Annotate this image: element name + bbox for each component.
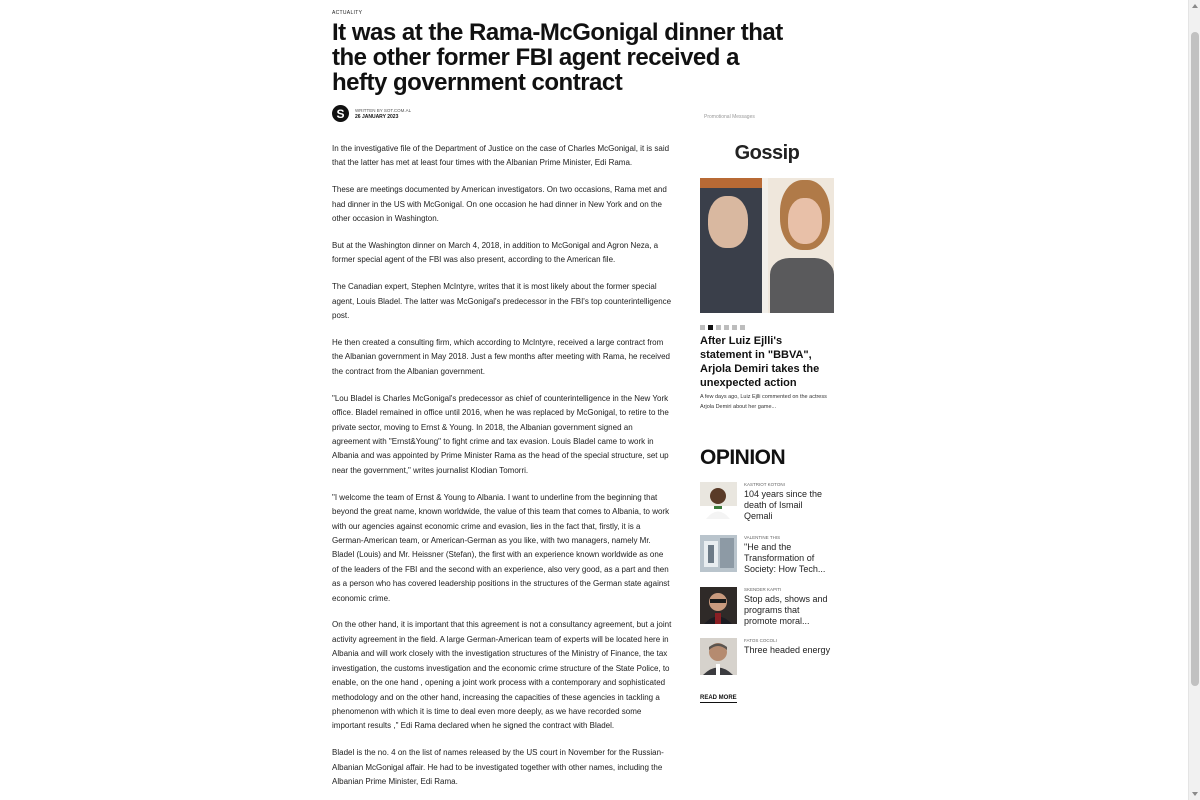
article-headline: It was at the Rama-McGonigal dinner that the other former FBI agent received a hefty government contract [332,19,783,96]
gossip-excerpt: A few days ago, Luiz Ejlli commented on the actress Arjola Demiri about her game... [700,394,827,410]
vertical-scrollbar[interactable] [1188,0,1200,800]
article-category[interactable]: ACTUALITY [332,10,363,16]
author-logo[interactable]: S [332,105,349,122]
article-paragraph: The Canadian expert, Stephen McIntyre, writes that it is most likely about the former special agent, Louis Bladel. The latter was McGonigal's predecessor in the FBI's top counterintelligence post. [332,282,672,321]
opinion-author: KASTRIOT KOTONI [744,482,785,487]
article-paragraph: "I welcome the team of Ernst & Young to Albania. I want to underline from the beginning that beyond the great name, known worldwide, the value of this team that comes to Albania, to work with our agencies against economic crime and evasion, lies in the fact that, firstly, it is a German-American team, or American-German as you like, with two managers, namely Mr. Bladel (Louis) and Mr. Heissner (Stefan), the first with an experience known worldwide as one of the leaders of the FBI and the second with an experience, also very good, as a part and then as a person who has covered leadership positions in the structures of the German state against economic crime. [332,492,670,603]
carousel-dots [700,325,745,330]
article-paragraph: "Lou Bladel is Charles McGonigal's predecessor as chief of counterintelligence in the New York office. Bladel remained in office until 2016, when he was replaced by McGonigal, to retire to the private sector, moving to Ernst & Young. In 2018, the Albanian government signed an agreement with "Ernst&Young" to fight crime and tax evasion. Louis Bladel came to work in Albania and was appointed by Prime Minister Rama as the head of the special structure, set up near the government," writes journalist Klodian Tomorri. [332,393,669,475]
portrait-icon [700,587,737,624]
opinion-author: SKENDER KAPITI [744,587,782,592]
opinion-title-link[interactable]: Three headed energy [744,645,831,655]
opinion-item[interactable] [700,638,834,678]
byline-text [355,108,411,120]
carousel-dot[interactable] [732,325,737,330]
article-paragraph: In the investigative file of the Department of Justice on the case of Charles McGonigal, it is said that the latter has met at least four times with the Albanian Prime Minister, Edi Rama. [332,144,670,168]
opinion-item[interactable] [700,535,834,575]
opinion-author: VALENTINE THIS [744,535,781,540]
image-face-right [788,198,822,244]
byline [332,105,672,122]
opinion-title-link[interactable]: Stop ads, shows and programs that promote moral... [744,594,828,626]
carousel-dot[interactable] [724,325,729,330]
gossip-title[interactable]: Gossip [734,142,800,164]
article-paragraph: But at the Washington dinner on March 4, 2018, in addition to McGonigal and Agron Neza, a former special agent of the FBI was also present, according to the American file. [332,241,659,265]
opinion-item[interactable] [700,482,834,522]
gossip-image[interactable] [700,178,834,313]
byline-author: WRITTEN BY SOT.COM.AL [355,107,412,113]
promotional-messages-label: Promotional Messages [704,114,755,120]
opinion-thumbnail[interactable] [700,638,737,675]
opinion-thumbnail[interactable] [700,482,737,519]
read-more-link[interactable]: READ MORE [700,695,737,701]
article-paragraph: He then created a consulting firm, which according to McIntyre, received a large contract from the Albanian government in May 2018. Just a few months after meeting with Rama, he received the contract from the Albanian government. [332,338,670,376]
scroll-up-arrow-icon[interactable] [1192,4,1198,8]
opinion-thumbnail[interactable] [700,535,737,572]
portrait-icon [700,482,737,519]
opinion-item[interactable] [700,587,834,627]
publish-date: 26 JANUARY 2023 [355,113,399,120]
opinion-title[interactable]: OPINION [700,446,786,469]
carousel-dot[interactable] [716,325,721,330]
opinion-title-link[interactable]: "He and the Transformation of Society: How Tech... [744,542,826,574]
carousel-dot[interactable] [740,325,745,330]
article-paragraph: Bladel is the no. 4 on the list of names released by the US court in November for the Russian-Albanian McGonigal affair. He had to be investigated together with other names, including the Albanian Prime Minister, Edi Rama. [332,748,664,787]
carousel-dot[interactable] [700,325,705,330]
gossip-headline[interactable]: After Luiz Ejlli's statement in "BBVA", Arjola Demiri takes the unexpected action [700,335,820,389]
article-paragraph: These are meetings documented by American investigators. On two occasions, Rama met and had dinner in the US with McGonigal. On one occasion he had dinner in New York and on the other occasion in Washington. [332,185,667,224]
article-paragraph: On the other hand, it is important that this agreement is not a consultancy agreement, but a joint activity agreement in the field. A large German-American team of experts will be located here in Albania and will work closely with the investigation structures of the Ministry of Finance, the tax investigation, the customs investigation and the economic crime structure of the State Police, to enable, on the one hand , opening a joint work process with a contemporary and sophisticated methodology and on the other hand, increasing the capacities of these agencies in tackling a phenomenon with which it is time to deal even more deeply, as we have recorded some important results ," Edi Rama declared when he signed the contract with Bladel. [332,620,672,731]
carousel-dot-active[interactable] [708,325,713,330]
portrait-icon [700,535,737,572]
opinion-title-link[interactable]: 104 years since the death of Ismail Qemali [744,489,823,521]
article-body [332,142,672,789]
image-face-left [708,196,748,248]
image-body-right [770,258,834,313]
scrollbar-thumb[interactable] [1191,32,1199,686]
scroll-down-arrow-icon[interactable] [1192,792,1198,796]
opinion-thumbnail[interactable] [700,587,737,624]
portrait-icon [700,638,737,675]
opinion-author: FATOS COCOLI [744,638,777,643]
